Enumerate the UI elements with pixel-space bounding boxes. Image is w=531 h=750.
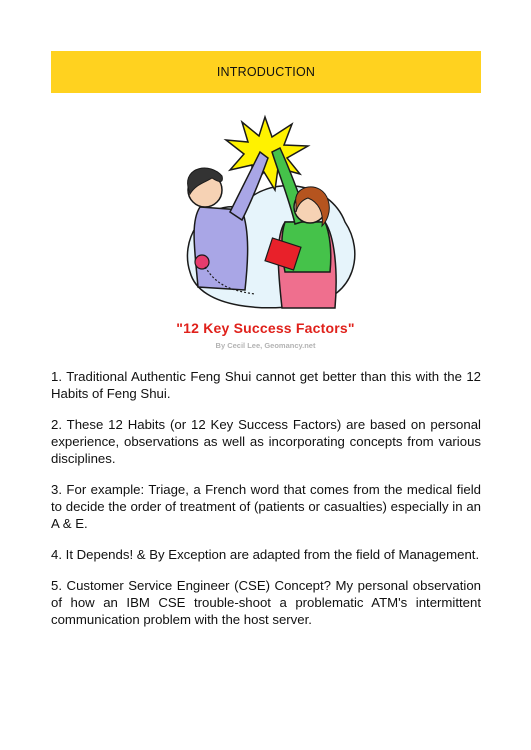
paragraph-2: 2. These 12 Habits (or 12 Key Success Factors) are based on personal experience, observations as well as incorporating concepts from various disciplines. (51, 417, 481, 466)
paragraph-5: 5. Customer Service Engineer (CSE) Concept? My personal observation of how an IBM CSE trouble-shoot a problematic ATM's intermittent communication problem with the host server. (51, 578, 481, 627)
starburst-icon (226, 117, 308, 190)
figure-byline: By Cecil Lee, Geomancy.net (215, 341, 316, 350)
high-five-illustration (160, 112, 370, 317)
page-title: INTRODUCTION (216, 65, 316, 79)
paragraph-4: 4. It Depends! & By Exception are adapted from the field of Management. (51, 547, 480, 562)
figure-title: "12 Key Success Factors" (176, 320, 355, 336)
paragraph-1: 1. Traditional Authentic Feng Shui cannot get better than this with the 12 Habits of Feng Shui. (51, 369, 481, 401)
left-woman-body (194, 207, 248, 290)
phone-icon (195, 255, 209, 269)
paragraph-3: 3. For example: Triage, a French word that comes from the medical field to decide the order of treatment of (patients or casualties) especially in an A & E. (51, 482, 481, 531)
header-banner (51, 51, 481, 93)
intro-content (51, 368, 481, 642)
